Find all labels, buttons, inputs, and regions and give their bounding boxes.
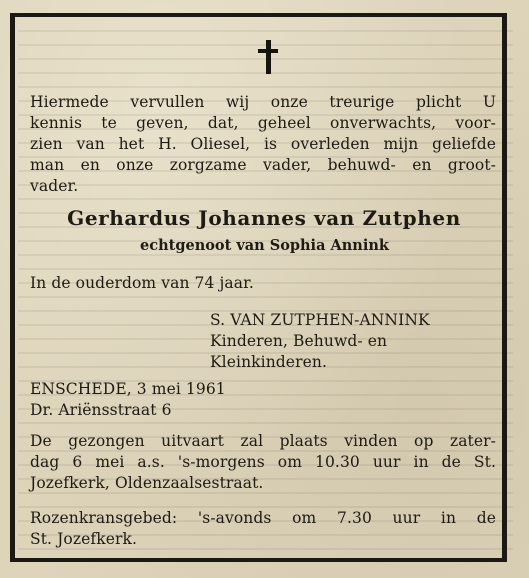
intro-line-4: man en onze zorgzame vader, behuwd- en groot- xyxy=(30,156,496,174)
intro-line-2: kennis te geven, dat, geheel onverwachts, voor- xyxy=(30,114,496,132)
rosary-line-1: Rozenkransgebed: 's-avonds om 7.30 uur in de xyxy=(30,509,496,527)
intro-line-3: zien van het H. Oliesel, is overleden mijn geliefde xyxy=(30,135,496,153)
address: Dr. Ariënsstraat 6 xyxy=(30,401,172,419)
funeral-line-2: dag 6 mei a.s. 's-morgens om 10.30 uur in de St. xyxy=(30,453,496,471)
family-line-1: S. VAN ZUTPHEN-ANNINK xyxy=(210,311,430,329)
intro-line-5: vader. xyxy=(30,177,79,195)
deceased-name: Gerhardus Johannes van Zutphen xyxy=(67,206,461,230)
funeral-line-3: Jozefkerk, Oldenzaalsestraat. xyxy=(30,474,264,492)
spouse-line: echtgenoot van Sophia Annink xyxy=(140,237,389,254)
family-line-3: Kleinkinderen. xyxy=(210,353,327,371)
family-line-2: Kinderen, Behuwd- en xyxy=(210,332,388,350)
intro-line-1: Hiermede vervullen wij onze treurige plicht U xyxy=(30,93,496,111)
place-date: ENSCHEDE, 3 mei 1961 xyxy=(30,380,226,398)
rosary-line-2: St. Jozefkerk. xyxy=(30,530,138,548)
funeral-line-1: De gezongen uitvaart zal plaats vinden op zater- xyxy=(30,432,496,450)
cross-icon xyxy=(258,40,278,74)
age-line: In de ouderdom van 74 jaar. xyxy=(30,274,254,292)
